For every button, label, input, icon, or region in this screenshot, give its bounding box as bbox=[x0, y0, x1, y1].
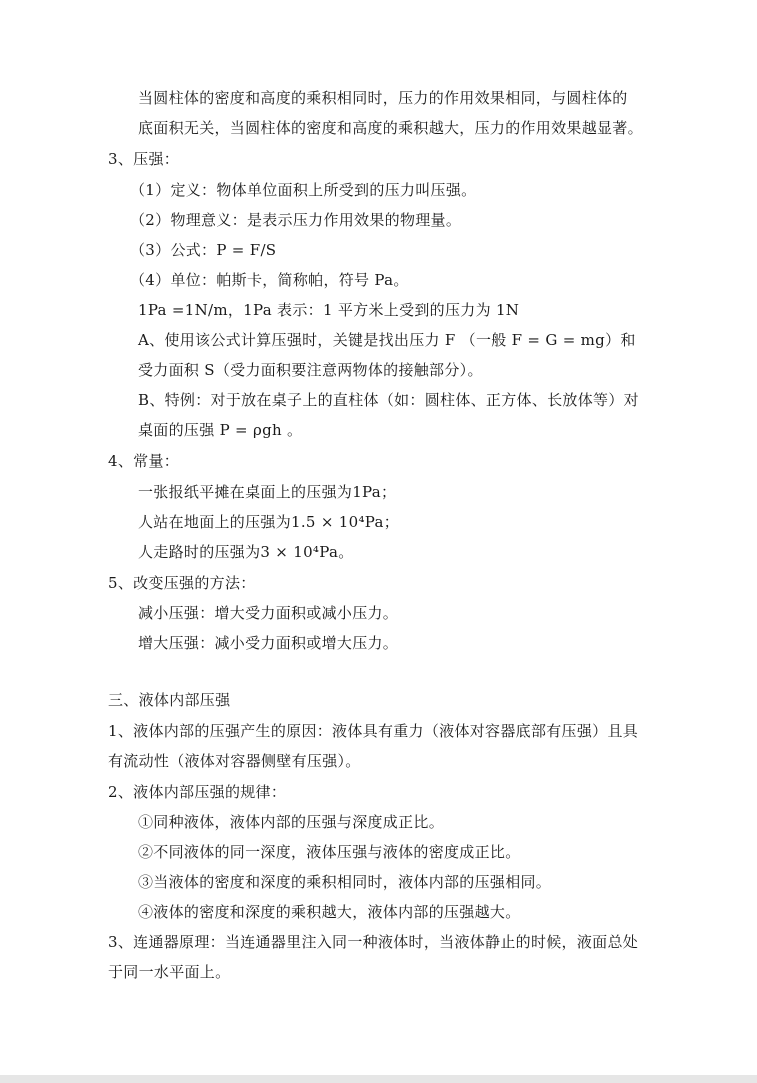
text-line: 3、连通器原理：当连通器里注入同一种液体时，当液体静止的时候，液面总处 bbox=[108, 933, 639, 951]
text-line: 于同一水平面上。 bbox=[108, 963, 231, 981]
formula-line: （3）公式：P = F/S bbox=[130, 241, 277, 259]
text-line: （1）定义：物体单位面积上所受到的压力叫压强。 bbox=[130, 181, 477, 199]
section-heading: 4、常量： bbox=[108, 452, 180, 470]
text-line: ②不同液体的同一深度，液体压强与液体的密度成正比。 bbox=[138, 843, 521, 861]
text-line: 当圆柱体的密度和高度的乘积相同时，压力的作用效果相同，与圆柱体的 bbox=[138, 89, 628, 107]
chapter-heading: 三、液体内部压强 bbox=[108, 691, 231, 709]
text-line: ④液体的密度和深度的乘积越大，液体内部的压强越大。 bbox=[138, 903, 521, 921]
text-line: 一张报纸平摊在桌面上的压强为1Pa； bbox=[138, 483, 397, 501]
text-line: B、特例：对于放在桌子上的直柱体（如：圆柱体、正方体、长放体等）对 bbox=[138, 391, 639, 409]
text-line: 有流动性（液体对容器侧壁有压强）。 bbox=[108, 752, 361, 770]
text-line: 减小压强：增大受力面积或减小压力。 bbox=[138, 604, 399, 622]
text-line: ③当液体的密度和深度的乘积相同时，液体内部的压强相同。 bbox=[138, 873, 552, 891]
text-line: 1、液体内部的压强产生的原因：液体具有重力（液体对容器底部有压强）且具 bbox=[108, 722, 639, 740]
text-line: A、使用该公式计算压强时，关键是找出压力 F （一般 F = G = mg）和 bbox=[138, 331, 636, 349]
section-heading: 3、压强： bbox=[108, 150, 180, 168]
text-line: 人走路时的压强为3 × 10⁴Pa。 bbox=[138, 543, 354, 561]
page-bottom-edge bbox=[0, 1075, 757, 1083]
section-heading: 2、液体内部压强的规律： bbox=[108, 783, 287, 801]
formula-line: 桌面的压强 P = ρgh 。 bbox=[138, 421, 303, 439]
text-line: （4）单位：帕斯卡，简称帕，符号 Pa。 bbox=[130, 271, 409, 289]
formula-line: 1Pa =1N/m，1Pa 表示：1 平方米上受到的压力为 1N bbox=[138, 301, 520, 319]
text-line: 受力面积 S（受力面积要注意两物体的接触部分）。 bbox=[138, 361, 483, 379]
text-line: （2）物理意义：是表示压力作用效果的物理量。 bbox=[130, 211, 462, 229]
text-line: 增大压强：减小受力面积或增大压力。 bbox=[138, 634, 399, 652]
text-line: 人站在地面上的压强为1.5 × 10⁴Pa； bbox=[138, 513, 400, 531]
text-line: ①同种液体，液体内部的压强与深度成正比。 bbox=[138, 813, 445, 831]
text-line: 底面积无关，当圆柱体的密度和高度的乘积越大，压力的作用效果越显著。 bbox=[138, 119, 643, 137]
section-heading: 5、改变压强的方法： bbox=[108, 574, 256, 592]
